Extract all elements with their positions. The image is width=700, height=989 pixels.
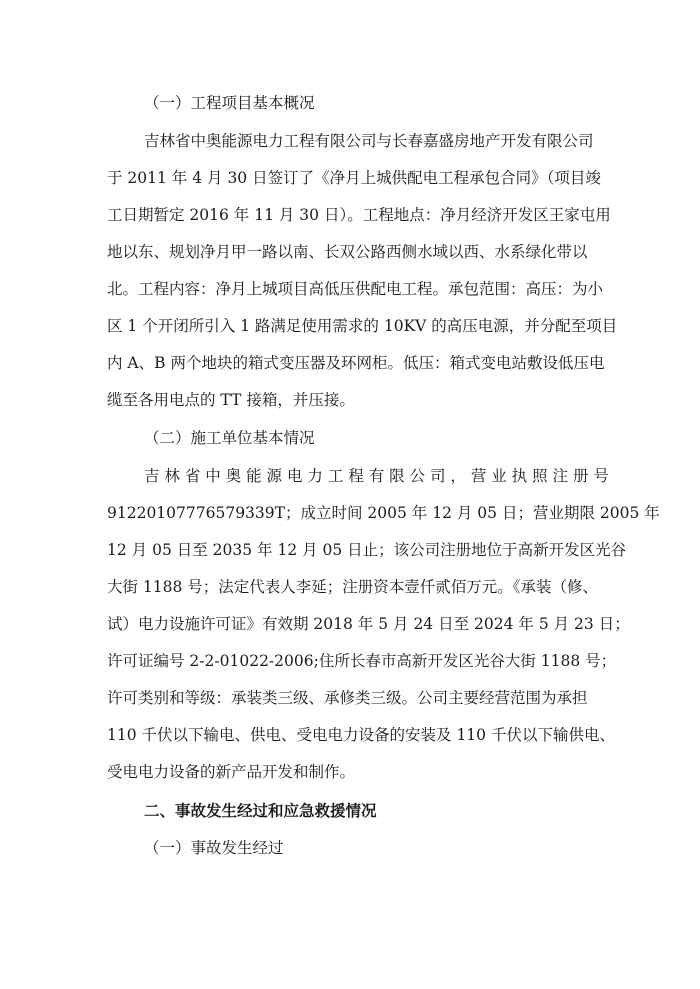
subsection-heading-accident-process: （一）事故发生经过 — [144, 839, 284, 857]
paragraph-line: 缆至各用电点的 TT 接箱，并压接。 — [107, 391, 355, 409]
paragraph-line: 试）电力设施许可证》有效期 2018 年 5 月 24 日至 2024 年 5 月 23 日； — [107, 615, 630, 633]
paragraph-line: 吉 林 省 中 奥 能 源 电 力 工 程 有 限 公 司 ， 营 业 执 照 注 册 号 — [144, 467, 609, 485]
paragraph-line: 于 2011 年 4 月 30 日签订了《净月上城供配电工程承包合同》（项目竣 — [107, 169, 601, 187]
paragraph-line: 大街 1188 号；法定代表人李延；注册资本壹仟贰佰万元。《承装（修、 — [107, 578, 599, 596]
subsection-heading-contractor-info: （二）施工单位基本情况 — [144, 429, 315, 447]
section-heading-accident-and-rescue: 二、事故发生经过和应急救援情况 — [144, 801, 377, 820]
paragraph-line: 工日期暂定 2016 年 11 月 30 日）。工程地点：净月经济开发区王家屯用 — [107, 206, 611, 224]
paragraph-line: 91220107776579339T；成立时间 2005 年 12 月 05 日；营业期限 2005 年 — [107, 504, 660, 522]
paragraph-line: 吉林省中奥能源电力工程有限公司与长春嘉盛房地产开发有限公司 — [144, 132, 594, 150]
paragraph-line: 内 A、B 两个地块的箱式变压器及环网柜。低压：箱式变电站敷设低压电 — [107, 354, 605, 372]
paragraph-line: 许可证编号 2-2-01022-2006;住所长春市高新开发区光谷大街 1188 号； — [107, 652, 617, 670]
paragraph-line: 110 千伏以下输电、供电、受电电力设备的安装及 110 千伏以下输供电、 — [107, 726, 615, 744]
paragraph-line: 北。工程内容：净月上城项目高低压供配电工程。承包范围：高压：为小 — [107, 280, 604, 298]
paragraph-line: 许可类别和等级：承装类三级、承修类三级。公司主要经营范围为承担 — [107, 689, 588, 707]
subsection-heading-project-overview: （一）工程项目基本概况 — [144, 94, 315, 112]
paragraph-line: 地以东、规划净月甲一路以南、长双公路西侧水域以西、水系绿化带以 — [107, 243, 588, 261]
paragraph-line: 受电电力设备的新产品开发和制作。 — [107, 763, 356, 781]
paragraph-line: 区 1 个开闭所引入 1 路满足使用需求的 10KV 的高压电源，并分配至项目 — [107, 317, 618, 335]
paragraph-line: 12 月 05 日至 2035 年 12 月 05 日止；该公司注册地位于高新开发区光谷 — [107, 541, 627, 559]
